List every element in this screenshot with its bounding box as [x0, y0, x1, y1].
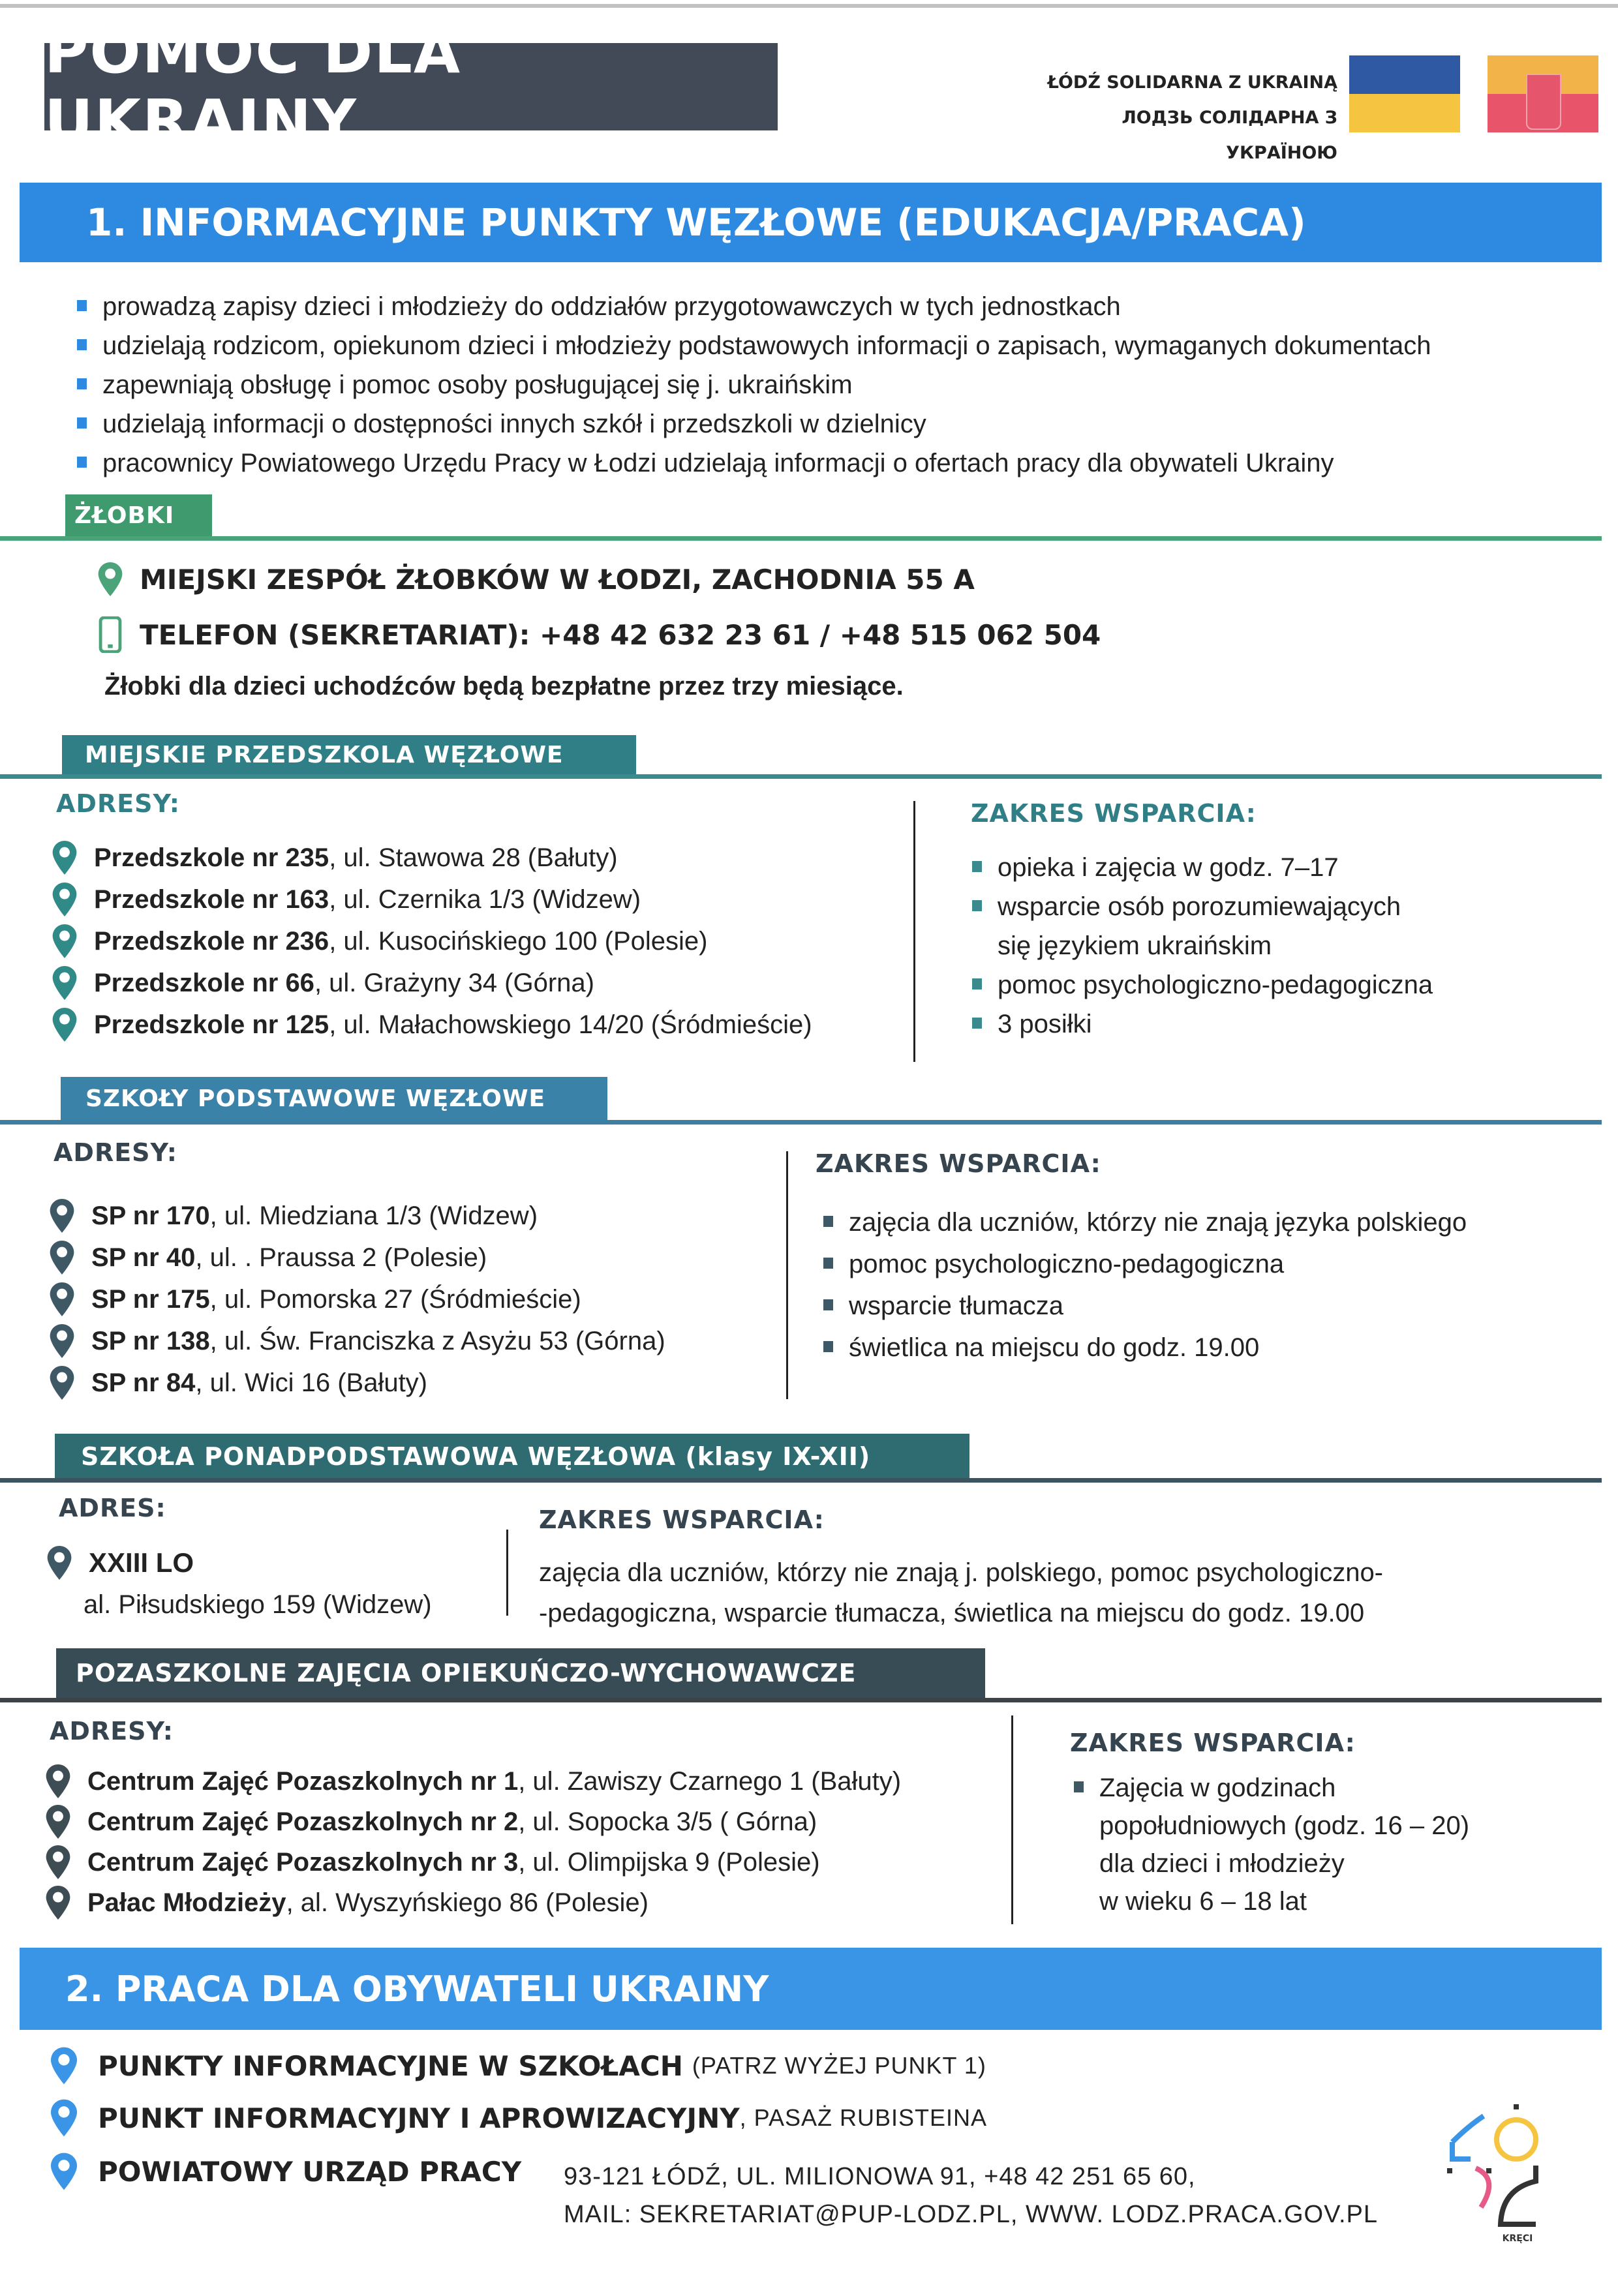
- bullet-square-icon: [972, 978, 982, 989]
- bullet-square-icon: [77, 417, 87, 429]
- bullet-square-icon: [823, 1216, 833, 1227]
- column-divider: [506, 1530, 508, 1616]
- bullet-square-icon: [972, 861, 982, 872]
- przedszkola-divider: [0, 774, 1602, 779]
- list-item: wsparcie tłumacza: [823, 1285, 1467, 1327]
- map-pin-icon: [50, 1366, 74, 1400]
- list-item-continuation: się językiem ukraińskim: [998, 931, 1272, 960]
- pozaszkolne-divider: [0, 1698, 1602, 1702]
- sp-address-list: [50, 1195, 665, 1404]
- list-item: Przedszkole nr 236 , ul. Kusocińskiego 100 (Polesie): [52, 920, 812, 962]
- pozaszkolne-tab: POZASZKOLNE ZAJĘCIA OPIEKUŃCZO-WYCHOWAWCZE: [56, 1648, 985, 1698]
- bullet-square-icon: [823, 1299, 833, 1310]
- pup-contact: [564, 2158, 1378, 2233]
- column-divider: [913, 801, 915, 1062]
- zlobki-note: Żłobki dla dzieci uchodźców będą bezpłatne przez trzy miesiące.: [104, 672, 904, 701]
- section2-header: [20, 1948, 1602, 2030]
- map-pin-icon: [51, 2047, 77, 2085]
- pup-address: 93-121 ŁÓDŹ, UL. MILIONOWA 91, +48 42 251 65 60,: [564, 2163, 1196, 2190]
- list-item: Centrum Zajęć Pozaszkolnych nr 2 , ul. Sopocka 3/5 ( Górna): [46, 1802, 901, 1842]
- szkoly-podstawowe-tab: SZKOŁY PODSTAWOWE WĘZŁOWE: [61, 1077, 607, 1120]
- list-item: SP nr 170 , ul. Miedziana 1/3 (Widzew): [50, 1195, 665, 1237]
- list-item: Przedszkole nr 235 , ul. Stawowa 28 (Bałuty): [52, 837, 812, 879]
- map-pin-icon: [50, 1199, 74, 1233]
- bullet-square-icon: [77, 457, 87, 468]
- logo-caption: KRĘCI: [1502, 2233, 1533, 2244]
- list-item: 3 posiłki: [972, 1004, 1433, 1044]
- list-item: Centrum Zajęć Pozaszkolnych nr 1 , ul. Zawiszy Czarnego 1 (Bałuty): [46, 1761, 901, 1802]
- list-item: SP nr 138 , ul. Św. Franciszka z Asyżu 53 (Górna): [50, 1320, 665, 1362]
- map-pin-icon: [52, 841, 77, 875]
- map-pin-icon: [46, 1805, 70, 1839]
- list-item: zapewniają obsługę i pomoc osoby posługującej się j. ukraińskim: [77, 365, 1431, 404]
- list-item: SP nr 175 , ul. Pomorska 27 (Śródmieście): [50, 1278, 665, 1320]
- page-title: POMOC DLA UKRAINY: [44, 17, 462, 157]
- map-pin-icon: [52, 1008, 77, 1042]
- list-item: pomoc psychologiczno-pedagogiczna: [823, 1243, 1467, 1285]
- bullet-square-icon: [972, 900, 982, 911]
- bullet-square-icon: [823, 1258, 833, 1269]
- map-pin-icon: [50, 1324, 74, 1358]
- list-item: POWIATOWY URZĄD PRACY: [51, 2152, 530, 2190]
- list-item: PUNKT INFORMACYJNY I APROWIZACYJNY , PASAŻ RUBISTEINA: [51, 2099, 987, 2137]
- bullet-square-icon: [823, 1341, 833, 1352]
- list-item: Przedszkole nr 66 , ul. Grażyny 34 (Górna): [52, 962, 812, 1004]
- pup-email-web: MAIL: SEKRETARIAT@PUP-LODZ.PL, WWW. LODZ.PRACA.GOV.PL: [564, 2201, 1378, 2228]
- list-item: pomoc psychologiczno-pedagogiczna: [972, 965, 1433, 1004]
- zlobki-tab: ŻŁOBKI: [65, 494, 212, 536]
- pon-support-text: zajęcia dla uczniów, którzy nie znają j. polskiego, pomoc psychologiczno- -pedagogiczna, wsparcie tłumacza, świetlica na miejscu do godz. 19.00: [539, 1558, 1384, 1627]
- list-item: wsparcie osób porozumiewających: [972, 887, 1433, 926]
- przedszkola-addresses-label: ADRESY:: [56, 789, 180, 818]
- przedszkola-support-label: ZAKRES WSPARCIA:: [971, 799, 1257, 828]
- map-pin-icon: [52, 966, 77, 1000]
- list-item: zajęcia dla uczniów, którzy nie znają języka polskiego: [823, 1201, 1467, 1243]
- scan-edge: [0, 4, 1618, 8]
- list-item: prowadzą zapisy dzieci i młodzieży do oddziałów przygotowawczych w tych jednostkach: [77, 287, 1431, 326]
- list-item: Zajęcia w godzinach: [1074, 1769, 1469, 1807]
- list-item: świetlica na miejscu do godz. 19.00: [823, 1327, 1467, 1368]
- list-item: Przedszkole nr 163 , ul. Czernika 1/3 (Widzew): [52, 879, 812, 920]
- ponadpodstawowa-divider: [0, 1478, 1602, 1483]
- list-item: Przedszkole nr 125 , ul. Małachowskiego 14/20 (Śródmieście): [52, 1004, 812, 1046]
- list-item: udzielają informacji o dostępności innych szkół i przedszkoli w dzielnicy: [77, 404, 1431, 444]
- zlobki-divider: [0, 536, 1602, 541]
- bullet-square-icon: [77, 300, 87, 311]
- page-title-box: [44, 17, 778, 157]
- bullet-square-icon: [972, 1018, 982, 1029]
- map-pin-icon: [46, 1886, 70, 1920]
- lodz-crest-icon: [1526, 74, 1561, 130]
- pon-address-label: ADRES:: [59, 1494, 166, 1522]
- pon-support-label: ZAKRES WSPARCIA:: [539, 1505, 825, 1534]
- list-item: pracownicy Powiatowego Urzędu Pracy w Łodzi udzielają informacji o ofertach pracy dla obywateli Ukrainy: [77, 444, 1431, 483]
- map-pin-icon: [46, 1764, 70, 1798]
- column-divider: [1011, 1715, 1013, 1924]
- ukraine-flag-icon: [1349, 55, 1460, 132]
- bullet-square-icon: [1074, 1781, 1084, 1792]
- szkoly-podstawowe-divider: [0, 1120, 1602, 1125]
- section1-bullet-list: [77, 287, 1431, 483]
- map-pin-icon: [50, 1282, 74, 1316]
- poz-support-list: Zajęcia w godzinach popołudniowych (godz. 16 – 20) dla dzieci i młodzieży w wieku 6 – 18 lat: [1074, 1769, 1469, 1920]
- list-item: SP nr 84 , ul. Wici 16 (Bałuty): [50, 1362, 665, 1404]
- section1-header: [20, 183, 1602, 262]
- list-item: opieka i zajęcia w godz. 7–17: [972, 848, 1433, 887]
- list-item: XXIII LO: [47, 1542, 432, 1584]
- map-pin-icon: [47, 1546, 72, 1580]
- solidarity-pl: ŁÓDŹ SOLIDARNA Z UKRAINĄ: [1047, 72, 1337, 93]
- section2-title: 2. PRACA DLA OBYWATELI UKRAINY: [65, 1968, 769, 2010]
- solidarity-slogan: [1024, 65, 1337, 171]
- poz-addresses-label: ADRESY:: [50, 1717, 174, 1745]
- column-divider: [786, 1151, 788, 1399]
- map-pin-icon: [52, 883, 77, 916]
- zlobki-address: MIEJSKI ZESPÓŁ ŻŁOBKÓW W ŁODZI, ZACHODNIA 55 A: [98, 562, 975, 596]
- solidarity-ua: ЛОДЗЬ СОЛІДАРНА З УКРАЇНОЮ: [1122, 108, 1337, 163]
- list-item: Pałac Młodzieży , al. Wyszyńskiego 86 (Polesie): [46, 1882, 901, 1923]
- phone-icon: [98, 616, 123, 653]
- list-item: PUNKTY INFORMACYJNE W SZKOŁACH (PATRZ WYŻEJ PUNKT 1): [51, 2047, 986, 2085]
- lodz-logo-icon: [1439, 2100, 1576, 2257]
- map-pin-icon: [98, 562, 123, 596]
- list-item: SP nr 40 , ul. . Praussa 2 (Polesie): [50, 1237, 665, 1278]
- bullet-square-icon: [77, 339, 87, 350]
- list-item: udzielają rodzicom, opiekunom dzieci i młodzieży podstawowych informacji o zapisach, wymaganych dokumentach: [77, 326, 1431, 365]
- przedszkola-tab: MIEJSKIE PRZEDSZKOLA WĘZŁOWE: [62, 735, 636, 774]
- poz-support-label: ZAKRES WSPARCIA:: [1070, 1729, 1356, 1757]
- bullet-square-icon: [77, 378, 87, 389]
- map-pin-icon: [46, 1845, 70, 1879]
- section1-title: 1. INFORMACYJNE PUNKTY WĘZŁOWE (EDUKACJA/PRACA): [86, 200, 1306, 245]
- przedszkola-support-list: [972, 848, 1433, 1044]
- sp-addresses-label: ADRESY:: [53, 1138, 177, 1167]
- przedszkola-address-list: [52, 837, 812, 1046]
- map-pin-icon: [52, 924, 77, 958]
- map-pin-icon: [50, 1241, 74, 1275]
- sp-support-list: [823, 1201, 1467, 1368]
- map-pin-icon: [51, 2152, 77, 2190]
- poz-address-list: [46, 1761, 901, 1923]
- list-item: Centrum Zajęć Pozaszkolnych nr 3 , ul. Olimpijska 9 (Polesie): [46, 1842, 901, 1882]
- map-pin-icon: [51, 2099, 77, 2137]
- zlobki-phone: TELEFON (SEKRETARIAT): +48 42 632 23 61 / +48 515 062 504: [98, 616, 1101, 653]
- pon-address: XXIII LO al. Piłsudskiego 159 (Widzew): [47, 1542, 432, 1625]
- ponadpodstawowa-tab: SZKOŁA PONADPODSTAWOWA WĘZŁOWA (klasy IX-XII): [55, 1434, 969, 1479]
- sp-support-label: ZAKRES WSPARCIA:: [816, 1149, 1101, 1178]
